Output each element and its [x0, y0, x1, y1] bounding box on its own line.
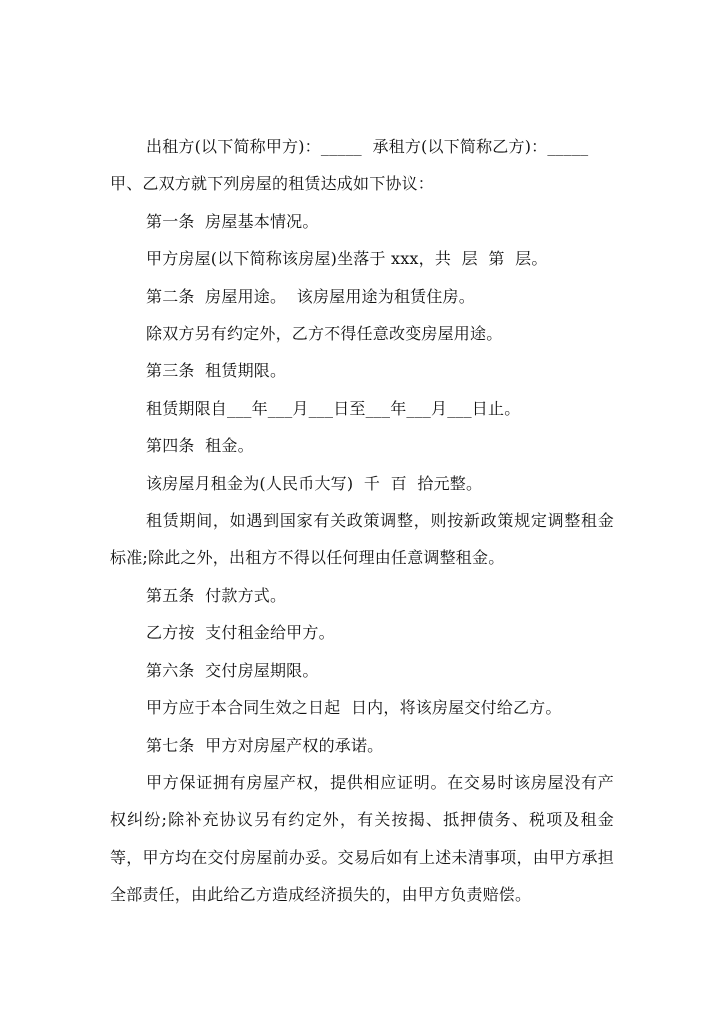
article-6-text: 甲方应于本合同生效之日起 日内，将该房屋交付给乙方。 — [146, 698, 562, 718]
party-line: 出租方(以下简称甲方)：_____ 承租方(以下简称乙方)：_____ — [146, 137, 589, 156]
article-2-text: 除双方另有约定外，乙方不得任意改变房屋用途。 — [146, 324, 503, 344]
article-5-heading: 第五条 付款方式。 — [146, 585, 287, 605]
article-2-heading: 第二条 房屋用途。 该房屋用途为租赁住房。 — [146, 286, 475, 306]
article-5-text: 乙方按 支付租金给甲方。 — [146, 623, 335, 643]
agreement-intro: 甲、乙双方就下列房屋的租赁达成如下协议： — [110, 174, 435, 194]
article-4-text: 该房屋月租金为(人民币大写) 千 百 拾元整。 — [146, 473, 483, 493]
article-3-heading: 第三条 租赁期限。 — [146, 361, 287, 381]
contract-body — [110, 128, 614, 914]
article-3-text: 租赁期限自___年___月___日至___年___月___日止。 — [146, 398, 521, 418]
article-4-heading: 第四条 租金。 — [146, 436, 254, 456]
article-1-heading: 第一条 房屋基本情况。 — [146, 211, 319, 231]
rent-adjustment-text: 租赁期间，如遇到国家有关政策调整，则按新政策规定调整租金标准;除此之外，出租方不得以任何理由任意调整租金。 — [110, 511, 614, 568]
article-1-text: 甲方房屋(以下简称该房屋)坐落于 xxx，共 层 第 层。 — [146, 249, 548, 269]
article-7-text: 甲方保证拥有房屋产权，提供相应证明。在交易时该房屋没有产权纠纷;除补充协议另有约定外，有关按揭、抵押债务、税项及租金等，甲方均在交付房屋前办妥。交易后如有上述未清事项，由甲方承担全部责任，由此给乙方造成经济损失的，由甲方负责赔偿。 — [110, 772, 614, 905]
article-6-heading: 第六条 交付房屋期限。 — [146, 660, 319, 680]
article-7-heading: 第七条 甲方对房屋产权的承诺。 — [146, 735, 384, 755]
